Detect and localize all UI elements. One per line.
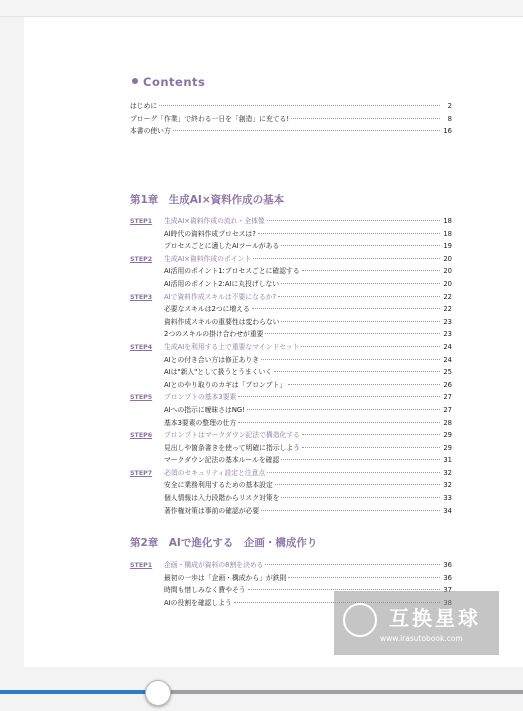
page-number: 22	[443, 305, 452, 314]
contents-heading	[132, 75, 205, 89]
bullet-dot-icon	[132, 78, 138, 84]
toc-entry-label: 見出しや箇条書きを使って明確に指示しよう	[164, 443, 300, 452]
toc-entry-label: 企画・構成が資料の8割を決める	[164, 561, 264, 569]
chapter-1-title: 第1章 生成AI×資料作成の基本	[130, 194, 285, 206]
step-tag: STEP4	[130, 343, 153, 351]
dotted-leader	[159, 105, 440, 106]
step-tag: STEP1	[130, 218, 153, 225]
toc-entry-label: マークダウン記法の基本ルールを確認	[164, 456, 280, 465]
page-number: 31	[443, 456, 452, 465]
page-number: 20	[443, 279, 452, 288]
toc-entry-label: AIの役割を確認しよう	[164, 598, 232, 607]
page-number: 20	[443, 267, 452, 276]
dotted-leader	[288, 384, 440, 385]
toc-intro	[130, 100, 452, 138]
dotted-leader	[258, 233, 440, 234]
dotted-leader	[278, 296, 440, 297]
toc-entry-label: 資料作成スキルの重要性は変わらない	[164, 317, 280, 326]
toc-entry-label: AI活用のポイント2:AIに丸投げしない	[164, 279, 280, 288]
dotted-leader	[275, 484, 440, 485]
toc-row[interactable]	[130, 113, 452, 126]
toc-entry-label: 個人情報は入力段階からリスク対策を	[164, 494, 280, 503]
dotted-leader	[281, 321, 440, 322]
watermark-name: 互换星球	[389, 606, 481, 630]
toc-entry-label: AIとのやり取りのカギは「プロンプト」	[164, 380, 287, 389]
toc-entry-label: 最初の一歩は「企画・構成から」が鉄則	[164, 573, 287, 582]
page-number: 24	[443, 355, 452, 364]
dotted-leader	[302, 434, 440, 435]
toc-entry-label: 本書の使い方	[130, 127, 171, 136]
dotted-leader	[238, 422, 440, 423]
dotted-leader	[238, 396, 440, 397]
page-number: 34	[443, 506, 452, 515]
toc-entry-label: 必須のセキュリティ設定と注意点	[164, 468, 266, 477]
page-number: 20	[443, 254, 452, 263]
toc-row[interactable]	[130, 265, 452, 278]
page-number: 18	[443, 217, 452, 225]
page-number: 18	[443, 229, 452, 238]
toc-step-row[interactable]	[130, 467, 452, 480]
toc-entry-label: プロンプトはマークダウン記法で構造化する	[164, 431, 300, 440]
contents-title-text: Contents	[143, 75, 206, 89]
progress-slider-thumb[interactable]	[145, 680, 171, 706]
toc-entry-label: プローグ「作業」で終わる一日を「創造」に充てる!	[130, 114, 290, 123]
dotted-leader	[261, 510, 440, 511]
toc-row[interactable]	[130, 278, 452, 291]
step-tag: STEP5	[130, 394, 153, 402]
page-number: 26	[443, 380, 452, 389]
book-page	[24, 17, 523, 667]
dotted-leader	[301, 346, 440, 347]
step-tag: STEP7	[130, 469, 153, 477]
toc-row[interactable]	[130, 492, 452, 505]
page-number: 22	[443, 292, 452, 301]
dotted-leader	[247, 409, 440, 410]
toc-row[interactable]	[130, 505, 452, 518]
page-number: 16	[443, 127, 452, 136]
page-number: 23	[443, 317, 452, 326]
toc-entry-label: 必要なスキルは2つに増える	[164, 305, 250, 314]
dotted-leader	[288, 577, 440, 578]
toc-entry-label: 基本3要素の整理の仕方	[164, 418, 237, 427]
toc-entry-label: 著作権対策は事前の確認が必要	[164, 506, 260, 515]
dotted-leader	[253, 258, 440, 259]
toc-entry-label: はじめに	[130, 102, 158, 110]
dotted-leader	[281, 497, 440, 498]
toc-entry-label: プロンプトの基本3要素	[164, 393, 237, 402]
dotted-leader	[281, 245, 440, 246]
reading-progress-fill	[0, 690, 157, 694]
page-number: 25	[443, 368, 452, 377]
toc-entry-label: 時間も惜しみなく費やそう	[164, 586, 246, 595]
dotted-leader	[265, 564, 440, 565]
page-number: 33	[443, 494, 452, 503]
toc-step-row[interactable]	[130, 341, 452, 354]
toc-row[interactable]	[130, 417, 452, 430]
toc-row[interactable]	[130, 228, 452, 241]
dotted-leader	[261, 359, 440, 360]
toc-row[interactable]	[130, 572, 452, 585]
top-bar	[0, 0, 523, 17]
page-number: 8	[447, 114, 452, 123]
page-number: 32	[443, 481, 452, 490]
toc-step-row[interactable]	[130, 559, 452, 572]
step-tag: STEP1	[130, 562, 153, 569]
page-number: 19	[443, 242, 452, 251]
chapter-2-title: 第2章 AIで進化する 企画・構成作り	[130, 537, 318, 549]
page-number: 23	[443, 330, 452, 339]
page-number: 28	[443, 418, 452, 427]
toc-step-row[interactable]	[130, 391, 452, 404]
toc-entry-label: プロセスごとに適したAIツールがある	[164, 242, 280, 251]
toc-row[interactable]	[130, 379, 452, 392]
page-number: 29	[443, 431, 452, 440]
toc-step-row[interactable]	[130, 253, 452, 266]
toc-entry-label: AIで資料作成スキルは不要になるか?	[164, 292, 277, 301]
step-tag: STEP2	[130, 255, 153, 263]
toc-entry-label: 生成AIを利用する上で重要なマインドセット	[164, 342, 300, 351]
page-number: 29	[443, 443, 452, 452]
reading-progress-track[interactable]	[0, 690, 523, 694]
page-number: 36	[443, 561, 452, 569]
toc-row[interactable]	[130, 125, 452, 138]
watermark-url: www.irasutobook.com	[380, 634, 463, 643]
page-number: 27	[443, 393, 452, 402]
toc-entry-label: 生成AI×資料作成のポイント	[164, 254, 252, 263]
dotted-leader	[267, 472, 440, 473]
toc-chapter-1	[130, 215, 452, 517]
page-number: 32	[443, 468, 452, 477]
toc-row[interactable]	[130, 442, 452, 455]
dotted-leader	[302, 447, 440, 448]
toc-row[interactable]	[130, 366, 452, 379]
dotted-leader	[291, 118, 440, 119]
toc-row[interactable]	[130, 479, 452, 492]
toc-row[interactable]	[130, 328, 452, 341]
toc-step-row[interactable]	[130, 429, 452, 442]
toc-row[interactable]	[130, 316, 452, 329]
toc-step-row[interactable]	[130, 215, 452, 228]
toc-entry-label: AIへの指示に曖昧さはNG!	[164, 405, 245, 414]
dotted-leader	[281, 459, 440, 460]
toc-row[interactable]	[130, 354, 452, 367]
toc-row[interactable]	[130, 454, 452, 467]
toc-entry-label: 安全に業務利用するための基本設定	[164, 481, 273, 490]
toc-entry-label: AI活用のポイント1:プロセスごとに確認する	[164, 267, 300, 276]
toc-entry-label: AIは"新人"として扱うとうまくいく	[164, 368, 273, 377]
page-number: 2	[447, 102, 452, 110]
toc-row[interactable]	[130, 404, 452, 417]
watermark	[334, 591, 499, 655]
toc-step-row[interactable]	[130, 291, 452, 304]
toc-entry-label: AI時代の資料作成プロセスは?	[164, 229, 256, 238]
dotted-leader	[252, 308, 440, 309]
page-number: 24	[443, 342, 452, 351]
step-tag: STEP3	[130, 293, 153, 301]
page-number: 27	[443, 405, 452, 414]
planet-logo-icon	[343, 603, 377, 637]
dotted-leader	[265, 333, 440, 334]
step-tag: STEP6	[130, 432, 153, 440]
toc-entry-label: 2つのスキルの掛け合わせが重要	[164, 330, 264, 339]
dotted-leader	[173, 130, 440, 131]
dotted-leader	[281, 283, 440, 284]
toc-entry-label: AIとの付き合い方は修正ありき	[164, 355, 260, 364]
dotted-leader	[302, 270, 440, 271]
toc-entry-label: 生成AI×資料作成の流れ・全体像	[164, 217, 265, 225]
toc-row[interactable]	[130, 303, 452, 316]
page-number: 36	[443, 573, 452, 582]
toc-row[interactable]	[130, 240, 452, 253]
toc-row[interactable]	[130, 100, 452, 113]
dotted-leader	[267, 220, 440, 221]
dotted-leader	[274, 371, 440, 372]
